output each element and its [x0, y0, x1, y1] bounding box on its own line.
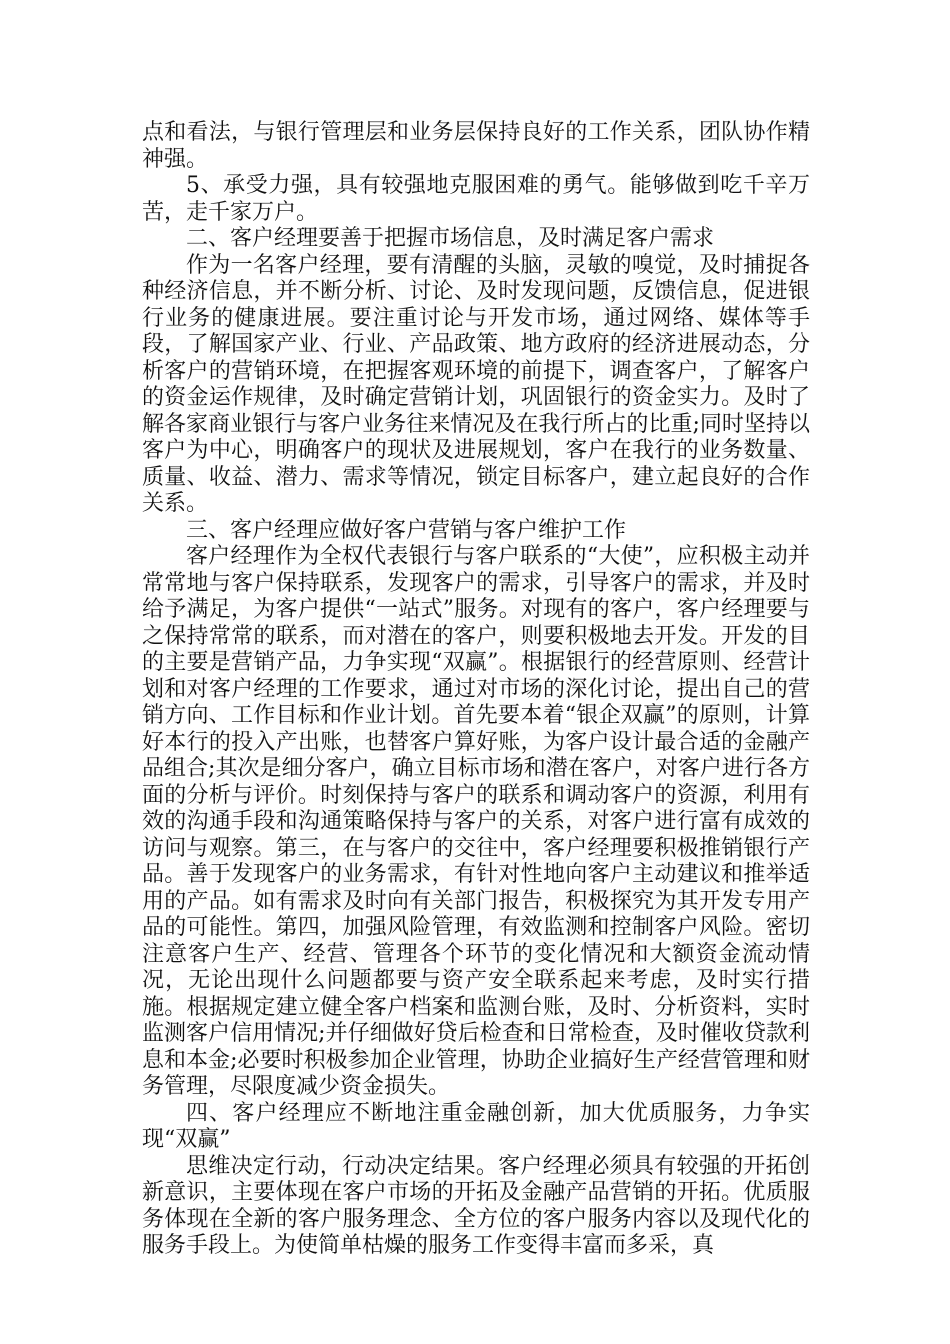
paragraph-section-3-body: 客户经理作为全权代表银行与客户联系的“大使”，应积极主动并常常地与客户保持联系，发现客户的需求，引导客户的需求，并及时给予满足，为客户提供“一站式”服务。对现有的客户，客户经理要与之保持常常的联系，而对潜在的客户，则要积极地去开发。开发的目的主要是营销产品，力争实现“双赢”。根据银行的经营原则、经营计划和对客户经理的工作要求，通过对市场的深化讨论，提出自己的营销方向、工作目标和作业计划。首先要本着“银企双赢”的原则，计算好本行的投入产出账，也替客户算好账，为客户设计最合适的金融产品组合;其次是细分客户，确立目标市场和潜在客户，对客户进行各方面的分析与评价。时刻保持与客户的联系和调动客户的资源，利用有效的沟通手段和沟通策略保持与客户的关系，对客户进行富有成效的访问与观察。第三，在与客户的交往中，客户经理要积极推销银行产品。善于发现客户的业务需求，有针对性地向客户主动建议和推举适用的产品。如有需求及时向有关部门报告，积极探究为其开发专用产品的可能性。第四，加强风险管理，有效监测和控制客户风险。密切注意客户生产、经营、管理各个环节的变化情况和大额资金流动情况，无论出现什么问题都要与资产安全联系起来考虑，及时实行措施。根据规定建立健全客户档案和监测台账，及时、分析资料，实时监测客户信用情况;并仔细做好贷后检查和日常检查，及时催收贷款利息和本金;必要时积极参加企业管理，协助企业搞好生产经营管理和财务管理，尽限度减少资金损失。	[142, 544, 810, 1099]
document-body	[142, 120, 810, 1260]
paragraph-continuation: 点和看法，与银行管理层和业务层保持良好的工作关系，团队协作精神强。	[142, 120, 810, 172]
paragraph-item-5: 5、承受力强，具有较强地克服困难的勇气。能够做到吃千辛万苦，走千家万户。	[142, 173, 810, 225]
section-heading-3: 三、客户经理应做好客户营销与客户维护工作	[186, 517, 627, 543]
section-heading-2: 二、客户经理要善于把握市场信息，及时满足客户需求	[186, 226, 715, 251]
paragraph-section-2-body: 作为一名客户经理，要有清醒的头脑，灵敏的嗅觉，及时捕捉各种经济信息，并不断分析、讨论、及时发现问题，反馈信息，促进银行业务的健康进展。要注重讨论与开发市场，通过网络、媒体等手段，了解国家产业、行业、产品政策、地方政府的经济进展动态，分析客户的营销环境，在把握客观环境的前提下，调查客户，了解客户的资金运作规律，及时确定营销计划，巩固银行的资金实力。及时了解各家商业银行与客户业务往来情况及在我行所占的比重;同时坚持以客户为中心，明确客户的现状及进展规划，客户在我行的业务数量、质量、收益、潜力、需求等情况，锁定目标客户，建立起良好的合作关系。	[142, 252, 810, 516]
section-heading-4: 四、客户经理应不断地注重金融创新，加大优质服务，力争实现“双赢”	[142, 1100, 810, 1152]
paragraph-section-4-body: 思维决定行动，行动决定结果。客户经理必须具有较强的开拓创新意识，主要体现在客户市场的开拓及金融产品营销的开拓。优质服务体现在全新的客户服务理念、全方位的客户服务内容以及现代化的服务手段上。为使简单枯燥的服务工作变得丰富而多采，真	[142, 1153, 810, 1258]
